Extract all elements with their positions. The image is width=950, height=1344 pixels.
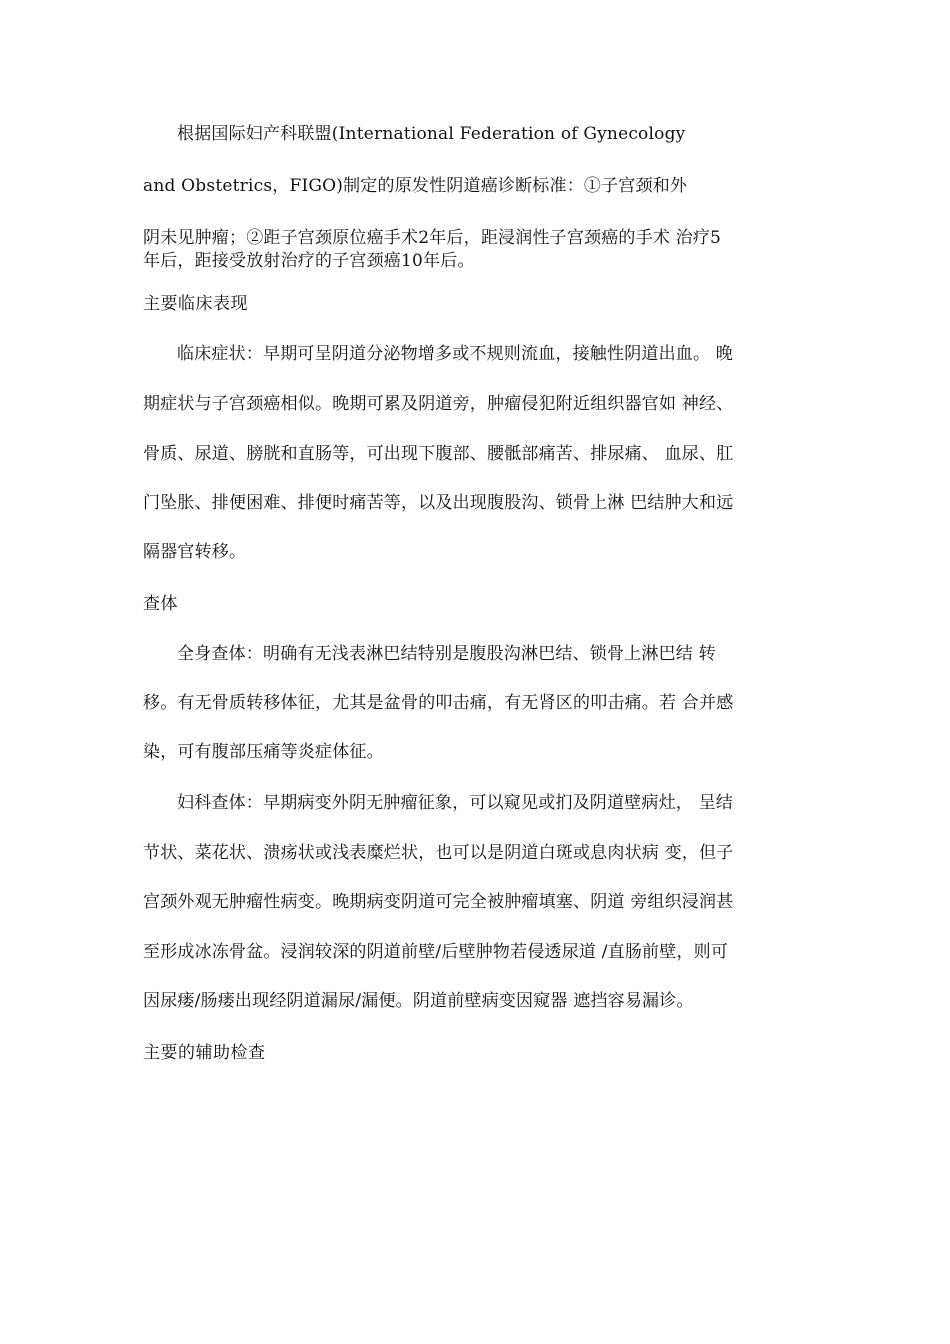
general-exam-line-3: 染，可有腹部压痛等炎症体征。 [143,742,384,762]
intro-line-2: and Obstetrics，FIGO)制定的原发性阴道癌诊断标准：①子宫颈和外 [143,176,688,196]
gyn-exam-line-5: 因尿瘘/肠瘘出现经阴道漏尿/漏便。阴道前壁病变因窥器 遮挡容易漏诊。 [143,991,694,1011]
intro-line-3: 阴未见肿瘤；②距子宫颈原位癌手术2年后，距浸润性子宫颈癌的手术 治疗5 [143,228,722,248]
clinical-line-4: 门坠胀、排便困难、排便时痛苦等，以及出现腹股沟、锁骨上淋 巴结肿大和远 [143,493,734,513]
gyn-exam-line-1: 妇科查体：早期病变外阴无肿瘤征象，可以窥见或扪及阴道壁病灶， 呈结 [177,793,734,813]
general-exam-line-2: 移。有无骨质转移体征，尤其是盆骨的叩击痛，有无肾区的叩击痛。若 合并感 [143,693,734,713]
clinical-line-5: 隔器官转移。 [143,542,247,562]
intro-line-1: 根据国际妇产科联盟(International Federation of Gynecology [177,124,686,144]
clinical-line-2: 期症状与子宫颈癌相似。晚期可累及阴道旁，肿瘤侵犯附近组织器官如 神经、 [143,394,734,414]
section-heading-exam: 查体 [143,594,178,614]
section-heading-auxiliary: 主要的辅助检查 [143,1043,266,1063]
gyn-exam-line-2: 节状、菜花状、溃疡状或浅表糜烂状，也可以是阴道白斑或息肉状病 变，但子 [143,843,734,863]
gyn-exam-line-4: 至形成冰冻骨盆。浸润较深的阴道前壁/后壁肿物若侵透尿道 /直肠前壁，则可 [143,942,729,962]
clinical-line-3: 骨质、尿道、膀胱和直肠等，可出现下腹部、腰骶部痛苦、排尿痛、 血尿、肛 [143,444,734,464]
gyn-exam-line-3: 宫颈外观无肿瘤性病变。晚期病变阴道可完全被肿瘤填塞、阴道 旁组织浸润甚 [143,892,734,912]
section-heading-clinical: 主要临床表现 [143,294,248,314]
intro-line-4: 年后，距接受放射治疗的子宫颈癌10年后。 [143,251,475,271]
general-exam-line-1: 全身查体：明确有无浅表淋巴结特别是腹股沟淋巴结、锁骨上淋巴结 转 [177,644,716,664]
clinical-line-1: 临床症状：早期可呈阴道分泌物增多或不规则流血，接触性阴道出血。 晚 [177,344,734,364]
